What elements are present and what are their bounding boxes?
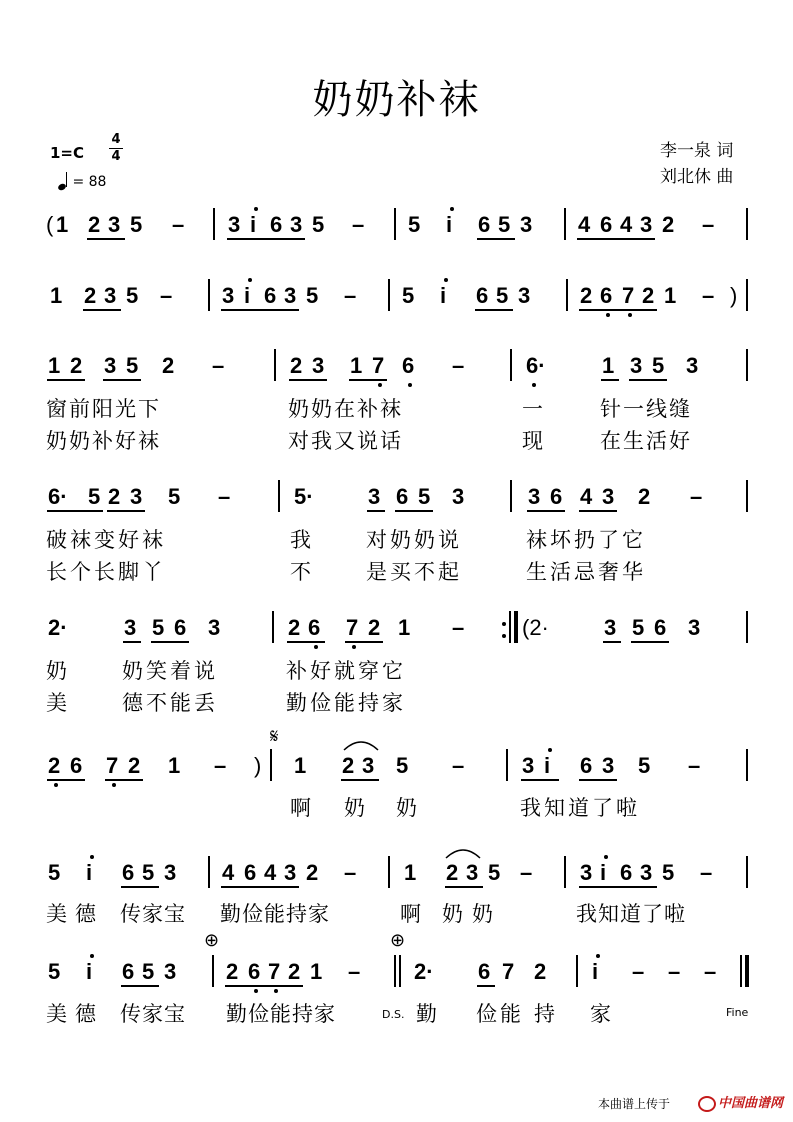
lyric: 啊 bbox=[400, 902, 421, 926]
note: – bbox=[668, 959, 681, 984]
lyric: 奶 bbox=[472, 902, 493, 926]
note: 2 bbox=[128, 753, 141, 778]
note: 1 bbox=[56, 212, 69, 237]
note: 1 bbox=[602, 353, 615, 378]
note: 1 bbox=[294, 753, 307, 778]
dal-segno-mark: D.S. bbox=[382, 1008, 405, 1021]
note: 6 bbox=[402, 353, 415, 378]
note: 1 bbox=[48, 353, 61, 378]
note: 3 bbox=[630, 353, 643, 378]
note: 2 bbox=[226, 959, 239, 984]
note: 3 bbox=[312, 353, 325, 378]
note: 3 bbox=[466, 860, 479, 885]
note: 6 bbox=[600, 283, 613, 308]
tempo-marking bbox=[58, 172, 106, 190]
note: 2 bbox=[48, 753, 61, 778]
note: 6 bbox=[654, 615, 667, 640]
note: 4 bbox=[578, 212, 591, 237]
note: 4 bbox=[264, 860, 277, 885]
note: 6 bbox=[478, 212, 491, 237]
lyric: 我知道了啦 bbox=[576, 902, 686, 926]
note: 5 bbox=[152, 615, 165, 640]
note: i bbox=[86, 959, 93, 984]
note: 5 bbox=[396, 753, 409, 778]
note: 6· bbox=[526, 353, 546, 378]
lyric: 勤俭能持家 bbox=[226, 1002, 336, 1026]
note: 6 bbox=[270, 212, 283, 237]
note: 7 bbox=[268, 959, 281, 984]
note: – bbox=[704, 959, 717, 984]
lyric-verse-1: 奶奶在补袜 bbox=[288, 397, 403, 421]
note: – bbox=[344, 283, 357, 308]
note: 5 bbox=[88, 484, 101, 509]
lyric-verse-2: 不 bbox=[290, 560, 311, 584]
note: 1 bbox=[404, 860, 417, 885]
note: 5 bbox=[126, 283, 139, 308]
note: 3 bbox=[290, 212, 303, 237]
time-signature-top: 4 bbox=[111, 132, 121, 147]
note: – bbox=[688, 753, 701, 778]
note: 2 bbox=[306, 860, 319, 885]
lyric: 俭能 bbox=[476, 1002, 524, 1026]
note: 2 bbox=[638, 484, 651, 509]
composer: 刘北休 曲 bbox=[660, 167, 734, 187]
lyric-verse-1: 袜坏扔了它 bbox=[526, 528, 646, 552]
note: (2· bbox=[522, 615, 549, 640]
note: 3 bbox=[528, 484, 541, 509]
song-title: 奶奶补袜 bbox=[312, 77, 481, 123]
note: 6 bbox=[580, 753, 593, 778]
note: 2 bbox=[290, 353, 303, 378]
note: 6 bbox=[308, 615, 321, 640]
note: 6 bbox=[478, 959, 491, 984]
note: 5 bbox=[632, 615, 645, 640]
note: i bbox=[250, 212, 257, 237]
note: 2 bbox=[662, 212, 675, 237]
note: 3 bbox=[640, 860, 653, 885]
lyric-verse-1: 窗前阳光下 bbox=[46, 397, 161, 421]
note: – bbox=[632, 959, 645, 984]
note: – bbox=[214, 753, 227, 778]
lyric-verse-2: 德不能丢 bbox=[122, 691, 218, 715]
note: 1 bbox=[168, 753, 181, 778]
note: 3 bbox=[602, 484, 615, 509]
note: i bbox=[86, 860, 93, 885]
note: 5 bbox=[498, 212, 511, 237]
note: – bbox=[344, 860, 357, 885]
note: 2 bbox=[162, 353, 175, 378]
note: 5 bbox=[638, 753, 651, 778]
note: 4 bbox=[620, 212, 633, 237]
note: 6 bbox=[122, 860, 135, 885]
note: 5 bbox=[126, 353, 139, 378]
fine-mark: Fine bbox=[726, 1006, 749, 1019]
lyric-verse-1: 奶笑着说 bbox=[122, 659, 218, 683]
note: 4 bbox=[580, 484, 593, 509]
note: 6 bbox=[620, 860, 633, 885]
lyric: 传家宝 bbox=[120, 902, 186, 926]
note: – bbox=[218, 484, 231, 509]
note: 3 bbox=[686, 353, 699, 378]
note: 3 bbox=[640, 212, 653, 237]
note: 2 bbox=[88, 212, 101, 237]
note: ) bbox=[254, 753, 262, 778]
note: 6 bbox=[396, 484, 409, 509]
note: – bbox=[352, 212, 365, 237]
note: 3 bbox=[108, 212, 121, 237]
note: 2 bbox=[368, 615, 381, 640]
note: – bbox=[160, 283, 173, 308]
note: 5 bbox=[662, 860, 675, 885]
note: 2 bbox=[580, 283, 593, 308]
note: 1 bbox=[664, 283, 677, 308]
note: 5 bbox=[48, 959, 61, 984]
note: 3 bbox=[208, 615, 221, 640]
footer-upload-text: 本曲谱上传于 bbox=[598, 1097, 671, 1111]
note: 2 bbox=[288, 615, 301, 640]
note: – bbox=[452, 615, 465, 640]
note: 5 bbox=[418, 484, 431, 509]
time-signature-bottom: 4 bbox=[111, 149, 121, 164]
note: 3 bbox=[368, 484, 381, 509]
note: 2· bbox=[414, 959, 434, 984]
lyric: 奶 bbox=[442, 902, 463, 926]
note: – bbox=[702, 212, 715, 237]
note: – bbox=[452, 753, 465, 778]
note: 3 bbox=[518, 283, 531, 308]
site-logo[interactable] bbox=[698, 1092, 783, 1112]
note: 3 bbox=[520, 212, 533, 237]
lyric: 我知道了啦 bbox=[520, 796, 640, 820]
note: 6 bbox=[600, 212, 613, 237]
lyricist: 李一泉 词 bbox=[660, 141, 734, 161]
note: 2 bbox=[70, 353, 83, 378]
note: – bbox=[172, 212, 185, 237]
note: – bbox=[702, 283, 715, 308]
note: i bbox=[440, 283, 447, 308]
lyric: 勤俭能持家 bbox=[220, 902, 330, 926]
note: 1 bbox=[350, 353, 363, 378]
time-signature bbox=[108, 132, 124, 165]
lyric: 传家宝 bbox=[120, 1002, 186, 1026]
note: 3 bbox=[604, 615, 617, 640]
lyric: 勤 bbox=[416, 1002, 437, 1026]
lyric: 美德 bbox=[46, 902, 104, 926]
note: 6 bbox=[244, 860, 257, 885]
note: 6 bbox=[248, 959, 261, 984]
note: – bbox=[452, 353, 465, 378]
note: 5 bbox=[142, 959, 155, 984]
note: – bbox=[690, 484, 703, 509]
lyric-verse-2: 对我又说话 bbox=[288, 429, 403, 453]
note: 6 bbox=[476, 283, 489, 308]
note: i bbox=[244, 283, 251, 308]
note: 3 bbox=[452, 484, 465, 509]
note: 6· bbox=[48, 484, 68, 509]
note: 1 bbox=[310, 959, 323, 984]
tempo-value: = 88 bbox=[72, 174, 107, 190]
note: 2 bbox=[108, 484, 121, 509]
note: 3 bbox=[602, 753, 615, 778]
note: 2· bbox=[48, 615, 68, 640]
note: 3 bbox=[362, 753, 375, 778]
note: 5 bbox=[306, 283, 319, 308]
note: 5 bbox=[130, 212, 143, 237]
note: 5 bbox=[488, 860, 501, 885]
note: – bbox=[348, 959, 361, 984]
note: 7 bbox=[372, 353, 385, 378]
lyric-verse-2: 现 bbox=[522, 429, 543, 453]
note: 1 bbox=[398, 615, 411, 640]
note: ( bbox=[46, 212, 54, 237]
note: 2 bbox=[534, 959, 547, 984]
note: 3 bbox=[284, 283, 297, 308]
lyric-verse-2: 在生活好 bbox=[600, 429, 692, 453]
note: 2 bbox=[342, 753, 355, 778]
note: 3 bbox=[164, 860, 177, 885]
note: 5 bbox=[312, 212, 325, 237]
lyric: 啊 bbox=[290, 796, 311, 820]
lyric-verse-1: 补好就穿它 bbox=[286, 659, 406, 683]
note: 3 bbox=[580, 860, 593, 885]
note: 2 bbox=[288, 959, 301, 984]
lyric-verse-2: 美 bbox=[46, 691, 67, 715]
note: 3 bbox=[284, 860, 297, 885]
note: 6 bbox=[174, 615, 187, 640]
note: 5 bbox=[142, 860, 155, 885]
note: – bbox=[520, 860, 533, 885]
note: ) bbox=[730, 283, 738, 308]
note: i bbox=[600, 860, 607, 885]
note: 4 bbox=[222, 860, 235, 885]
lyric: 美德 bbox=[46, 1002, 104, 1026]
note: 7 bbox=[346, 615, 359, 640]
lyric-verse-1: 一 bbox=[522, 397, 543, 421]
coda-icon: ⊕ bbox=[204, 930, 220, 951]
note: 5 bbox=[168, 484, 181, 509]
note: 6 bbox=[122, 959, 135, 984]
lyric: 家 bbox=[590, 1002, 611, 1026]
note: 2 bbox=[446, 860, 459, 885]
note: 2 bbox=[642, 283, 655, 308]
lyric-verse-1: 奶 bbox=[46, 659, 67, 683]
note: 6 bbox=[264, 283, 277, 308]
note: 7 bbox=[622, 283, 635, 308]
lyric-verse-1: 对奶奶说 bbox=[366, 528, 462, 552]
lyric: 持 bbox=[534, 1002, 555, 1026]
note: 3 bbox=[104, 283, 117, 308]
slur-icon bbox=[342, 738, 380, 752]
disc-icon bbox=[698, 1096, 716, 1112]
note: 7 bbox=[106, 753, 119, 778]
lyric-verse-1: 我 bbox=[290, 528, 311, 552]
lyric-verse-2: 是买不起 bbox=[366, 560, 462, 584]
note: 3 bbox=[522, 753, 535, 778]
key-signature: 1=C bbox=[50, 144, 85, 162]
note: – bbox=[212, 353, 225, 378]
note: 5 bbox=[496, 283, 509, 308]
note: 3 bbox=[222, 283, 235, 308]
segno-icon: 𝄋 bbox=[270, 724, 279, 748]
lyric-verse-2: 奶奶补好袜 bbox=[46, 429, 161, 453]
note: i bbox=[544, 753, 551, 778]
note: 1 bbox=[50, 283, 63, 308]
note: 5 bbox=[48, 860, 61, 885]
note: 6 bbox=[550, 484, 563, 509]
lyric: 奶 bbox=[344, 796, 365, 820]
note: 5 bbox=[402, 283, 415, 308]
note: 7 bbox=[502, 959, 515, 984]
note: i bbox=[592, 959, 599, 984]
note: 3 bbox=[688, 615, 701, 640]
lyric: 奶 bbox=[396, 796, 417, 820]
lyric-verse-1: 破袜变好袜 bbox=[46, 528, 166, 552]
note: 3 bbox=[130, 484, 143, 509]
lyric-verse-2: 长个长脚丫 bbox=[46, 560, 166, 584]
lyric-verse-2: 生活忌奢华 bbox=[526, 560, 646, 584]
lyric-verse-2: 勤俭能持家 bbox=[286, 691, 406, 715]
note: 6 bbox=[70, 753, 83, 778]
note: 3 bbox=[164, 959, 177, 984]
note: 5 bbox=[408, 212, 421, 237]
quarter-note-icon bbox=[58, 172, 68, 190]
note: i bbox=[446, 212, 453, 237]
note: 5 bbox=[652, 353, 665, 378]
note: 3 bbox=[228, 212, 241, 237]
note: – bbox=[700, 860, 713, 885]
note: 3 bbox=[124, 615, 137, 640]
note: 5· bbox=[294, 484, 314, 509]
coda-icon: ⊕ bbox=[390, 930, 406, 951]
lyric-verse-1: 针一线缝 bbox=[600, 397, 692, 421]
note: 2 bbox=[84, 283, 97, 308]
note: 3 bbox=[104, 353, 117, 378]
site-name: 中国曲谱网 bbox=[718, 1096, 784, 1111]
slur-icon bbox=[444, 846, 482, 860]
